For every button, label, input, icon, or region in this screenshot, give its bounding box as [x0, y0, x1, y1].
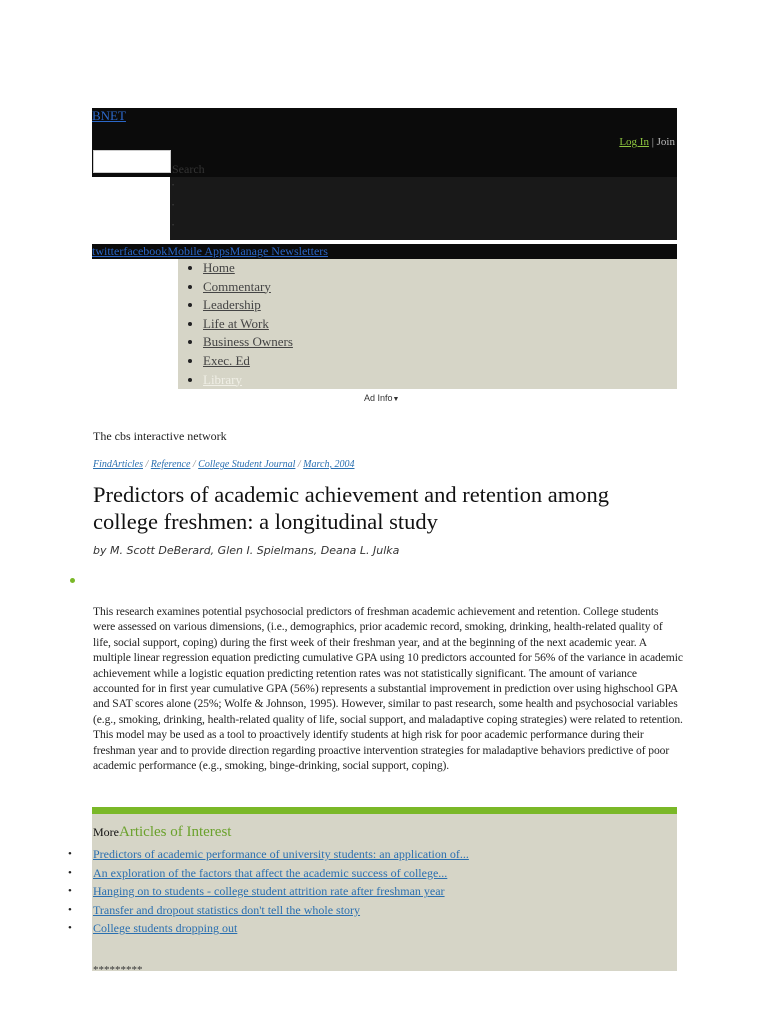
nav-item-life-at-work: [203, 315, 677, 334]
nav-link-business-owners[interactable]: Business Owners: [203, 334, 293, 350]
twitter-link[interactable]: twitter: [92, 244, 124, 258]
nav-item-library: [203, 371, 677, 390]
breadcrumb: [93, 459, 354, 470]
list-item: [68, 919, 469, 938]
article-abstract: This research examines potential psychosocial predictors of freshman academic achievement and retention. College students were assessed on various dimensions, (i.e., demographics, prior academic record, smoking, drinking, health-related quality of life, social support, coping) during the first week of their freshman year, and at the beginning of the next academic year. A multiple linear regression equation predicting cumulative GPA using 10 predictors accounted for 56% of the variance in academic achievement while a logistic equation predicting retention rates was not statistically significant. The amount of variance accounted for in first year cumulative GPA (56%) represents a substantial improvement in prediction over using highschool GPA and SAT scores alone (25%; Wolfe & Johnson, 1995). However, similar to past research, some health and psychosocial variables (e.g., smoking, drinking, health-related quality of life, social support, and maladaptive coping strategies) were related to retention. This model may be used as a tool to proactively identify students at high risk for poor academic performance during their freshman year and to provide direction regarding proactive intervention strategies for maladaptive behaviors predictive of poor academic performance (e.g., smoking, binge-drinking, social support, coping).: [93, 605, 683, 773]
share-bullet-icon: [70, 578, 75, 583]
breadcrumb-issue[interactable]: March, 2004: [303, 459, 355, 470]
separator-stars: *********: [93, 964, 143, 976]
breadcrumb-findarticles[interactable]: FindArticles: [93, 459, 143, 470]
nav-item-business-owners: [203, 333, 677, 352]
nav-link-leadership[interactable]: Leadership: [203, 297, 261, 313]
nav-item-commentary: [203, 278, 677, 297]
more-prefix: More: [93, 825, 119, 839]
more-articles-list: [68, 845, 469, 938]
ad-info-label: Ad Info: [364, 393, 393, 403]
related-article-link[interactable]: Predictors of academic performance of university students: an application of...: [93, 847, 469, 861]
related-article-link[interactable]: College students dropping out: [93, 921, 238, 936]
article-title: Predictors of academic achievement and retention among college freshmen: a longitudinal study: [93, 482, 610, 534]
caret-down-icon: ▼: [392, 396, 400, 403]
nav-link-library[interactable]: Library: [203, 371, 242, 387]
nav-link-exec-ed[interactable]: Exec. Ed: [203, 352, 250, 368]
brand-link[interactable]: BNET: [92, 108, 126, 123]
network-label: The cbs interactive network: [93, 429, 227, 443]
more-heading-title: Articles of Interest: [119, 824, 232, 840]
login-link[interactable]: Log In: [619, 136, 649, 148]
social-bar: [92, 244, 677, 259]
login-separator: |: [648, 136, 657, 148]
nav-link-commentary[interactable]: Commentary: [203, 278, 271, 294]
nav-item-home: [203, 259, 677, 278]
related-article-link[interactable]: Hanging on to students - college student attrition rate after freshman year: [93, 884, 445, 899]
header-submenu: [170, 177, 677, 240]
breadcrumb-separator: /: [295, 459, 304, 470]
mobile-apps-link[interactable]: Mobile Apps: [167, 244, 230, 258]
search-label[interactable]: Search: [172, 162, 205, 176]
nav-link-home[interactable]: Home: [203, 260, 235, 275]
ad-info-toggle[interactable]: [364, 393, 399, 403]
breadcrumb-separator: /: [143, 459, 151, 470]
site-header: [92, 108, 677, 177]
main-nav: [178, 259, 677, 389]
more-articles-heading: [93, 824, 231, 841]
submenu-bullet: •: [172, 223, 175, 229]
breadcrumb-journal[interactable]: College Student Journal: [198, 459, 296, 470]
list-item: [68, 845, 469, 864]
list-item: [68, 864, 469, 883]
manage-newsletters-link[interactable]: Manage Newsletters: [229, 244, 328, 258]
login-area: [619, 136, 675, 148]
submenu-bullet: •: [172, 203, 175, 209]
article-byline: by M. Scott DeBerard, Glen I. Spielmans, Deana L. Julka: [93, 544, 400, 557]
nav-link-life-at-work[interactable]: Life at Work: [203, 315, 269, 331]
nav-item-exec-ed: [203, 352, 677, 371]
facebook-link[interactable]: facebook: [123, 244, 168, 258]
breadcrumb-separator: /: [190, 459, 199, 470]
breadcrumb-reference[interactable]: Reference: [150, 459, 191, 470]
list-item: [68, 901, 469, 920]
search-input[interactable]: [93, 150, 171, 173]
submenu-bullet: •: [172, 183, 175, 189]
list-item: [68, 882, 469, 901]
nav-item-leadership: [203, 296, 677, 315]
join-link[interactable]: Join: [656, 136, 675, 148]
related-article-link[interactable]: Transfer and dropout statistics don't tell the whole story: [93, 902, 361, 917]
related-article-link[interactable]: An exploration of the factors that affect the academic success of college...: [93, 865, 448, 880]
